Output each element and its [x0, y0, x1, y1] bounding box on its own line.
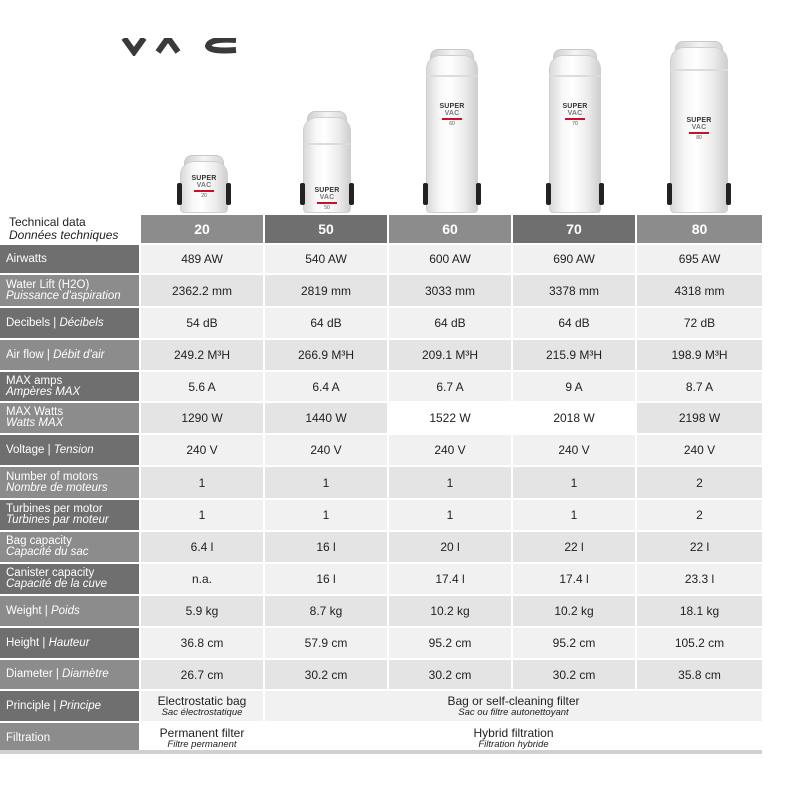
- table-cell: 249.2 M³H: [140, 339, 264, 371]
- row-label-fr: Débit d'air: [53, 348, 105, 361]
- table-cell: 64 dB: [512, 307, 636, 339]
- row-label: [0, 402, 140, 434]
- table-cell: 17.4 l: [388, 563, 512, 595]
- row-label: [0, 595, 140, 627]
- row-label: [0, 627, 140, 659]
- table-cell: 95.2 cm: [512, 627, 636, 659]
- table-cell: 30.2 cm: [512, 659, 636, 690]
- row-label: [0, 339, 140, 371]
- table-cell: 1: [388, 466, 512, 499]
- row-label-en: Principle |: [6, 699, 60, 712]
- table-cell: 23.3 l: [636, 563, 762, 595]
- row-label: [0, 659, 140, 690]
- table-row: [0, 434, 762, 466]
- row-label-en: Canister capacity: [6, 567, 95, 579]
- table-row: [0, 307, 762, 339]
- product-image-50: SUPER VAC 50: [303, 117, 351, 213]
- row-label-en: Height |: [6, 636, 49, 649]
- model-header-80: 80: [636, 215, 762, 244]
- table-bottom-rule: [0, 750, 762, 754]
- row-label-fr: Puissance d'aspiration: [6, 289, 121, 302]
- table-cell: 16 l: [264, 531, 388, 563]
- table-cell: 2: [636, 499, 762, 531]
- table-row: [0, 339, 762, 371]
- row-label: [0, 434, 140, 466]
- table-row: [0, 371, 762, 402]
- table-cell: 1: [264, 466, 388, 499]
- table-cell: 22 l: [636, 531, 762, 563]
- table-cell: 30.2 cm: [388, 659, 512, 690]
- table-cell: 36.8 cm: [140, 627, 264, 659]
- table-cell: 16 l: [264, 563, 388, 595]
- table-cell: 209.1 M³H: [388, 339, 512, 371]
- table-row: [0, 402, 762, 434]
- table-cell: 1: [140, 499, 264, 531]
- table-cell: 600 AW: [388, 244, 512, 274]
- table-cell: 240 V: [512, 434, 636, 466]
- table-cell: 1: [388, 499, 512, 531]
- row-label-fr: Hauteur: [48, 636, 90, 649]
- table-cell: 6.7 A: [388, 371, 512, 402]
- cell-en: Electrostatic bag: [157, 693, 247, 708]
- table-cell: 5.6 A: [140, 371, 264, 402]
- row-label: [0, 499, 140, 531]
- table-row: [0, 274, 762, 307]
- table-cell: 540 AW: [264, 244, 388, 274]
- product-image-60: SUPER VAC 60: [426, 55, 478, 213]
- table-cell: 2819 mm: [264, 274, 388, 307]
- row-label-fr: Watts MAX: [6, 417, 64, 429]
- table-cell: 105.2 cm: [636, 627, 762, 659]
- row-label-fr: Diamètre: [62, 668, 109, 680]
- header-label: Technical data Données techniques: [0, 215, 140, 244]
- table-cell: 9 A: [512, 371, 636, 402]
- row-label-en: Weight |: [6, 604, 51, 617]
- row-label-en: MAX Watts: [6, 406, 64, 418]
- table-cell: 4318 mm: [636, 274, 762, 307]
- table-cell: 2018 W: [512, 402, 636, 434]
- row-label-fr: Turbines par moteur: [6, 514, 109, 526]
- table-cell: 8.7 kg: [264, 595, 388, 627]
- row-label-en: Voltage |: [6, 443, 54, 456]
- table-cell: n.a.: [140, 563, 264, 595]
- table-cell: 240 V: [140, 434, 264, 466]
- cell-fr: Filtration hybride: [478, 739, 549, 750]
- table-cell: 1: [140, 466, 264, 499]
- table-cell: 64 dB: [264, 307, 388, 339]
- model-header-70: 70: [512, 215, 636, 244]
- row-label: [0, 244, 140, 274]
- row-label-en: Airwatts: [6, 252, 47, 265]
- table-cell: 54 dB: [140, 307, 264, 339]
- table-cell: 1: [264, 499, 388, 531]
- table-cell: [140, 690, 264, 722]
- table-cell: 6.4 l: [140, 531, 264, 563]
- table-cell: 695 AW: [636, 244, 762, 274]
- spec-table: [0, 215, 762, 754]
- row-label-fr: Décibels: [59, 316, 104, 329]
- table-cell: 5.9 kg: [140, 595, 264, 627]
- table-cell: 2: [636, 466, 762, 499]
- row-label: [0, 371, 140, 402]
- row-label-en: Decibels |: [6, 316, 60, 329]
- table-cell: 3378 mm: [512, 274, 636, 307]
- table-cell: 72 dB: [636, 307, 762, 339]
- table-cell: 2362.2 mm: [140, 274, 264, 307]
- table-cell: 18.1 kg: [636, 595, 762, 627]
- table-cell: 22 l: [512, 531, 636, 563]
- model-header-60: 60: [388, 215, 512, 244]
- table-cell: 10.2 kg: [388, 595, 512, 627]
- table-cell: 6.4 A: [264, 371, 388, 402]
- table-cell: 30.2 cm: [264, 659, 388, 690]
- table-cell: 3033 mm: [388, 274, 512, 307]
- row-label-en: Turbines per motor: [6, 503, 103, 515]
- table-cell: 57.9 cm: [264, 627, 388, 659]
- row-label-fr: Nombre de moteurs: [6, 481, 108, 494]
- table-cell: 240 V: [636, 434, 762, 466]
- row-label: [0, 274, 140, 307]
- table-cell: 26.7 cm: [140, 659, 264, 690]
- table-cell: 1: [512, 466, 636, 499]
- table-cell: 2198 W: [636, 402, 762, 434]
- product-image-70: SUPER VAC 70: [549, 55, 601, 213]
- table-cell: 690 AW: [512, 244, 636, 274]
- cell-en: Permanent filter: [159, 726, 245, 740]
- cell-en: Bag or self-cleaning filter: [447, 693, 580, 708]
- brand-logo: [118, 38, 248, 56]
- table-cell-span: [264, 690, 762, 722]
- table-cell: 35.8 cm: [636, 659, 762, 690]
- table-cell: 489 AW: [140, 244, 264, 274]
- row-label-en: Number of motors: [6, 470, 99, 483]
- table-row: [0, 563, 762, 595]
- table-row: [0, 627, 762, 659]
- table-cell: 8.7 A: [636, 371, 762, 402]
- table-row: [0, 531, 762, 563]
- table-cell: 1290 W: [140, 402, 264, 434]
- cell-fr: Filtre permanent: [167, 739, 237, 750]
- row-label-fr: Capacité du sac: [6, 546, 89, 558]
- table-row: [0, 466, 762, 499]
- table-cell: 1: [512, 499, 636, 531]
- table-header-row: [0, 215, 762, 244]
- table-row: [0, 244, 762, 274]
- table-cell: 1440 W: [264, 402, 388, 434]
- table-cell: 10.2 kg: [512, 595, 636, 627]
- row-label-fr: Tension: [53, 443, 94, 456]
- cell-fr: Sac ou filtre autonettoyant: [458, 706, 569, 718]
- table-cell: 95.2 cm: [388, 627, 512, 659]
- cell-en: Hybrid filtration: [473, 726, 554, 740]
- row-label-fr: Poids: [50, 604, 80, 617]
- table-row: [0, 595, 762, 627]
- table-cell: 20 l: [388, 531, 512, 563]
- table-row: [0, 499, 762, 531]
- table-row-principle: [0, 690, 762, 722]
- row-label-fr: Capacité de la cuve: [6, 578, 108, 590]
- table-cell: 240 V: [388, 434, 512, 466]
- cell-fr: Sac électrostatique: [161, 706, 243, 718]
- table-cell: 198.9 M³H: [636, 339, 762, 371]
- row-label-en: Filtration: [6, 732, 51, 744]
- table-cell: 17.4 l: [512, 563, 636, 595]
- model-header-20: 20: [140, 215, 264, 244]
- table-cell: 1522 W: [388, 402, 512, 434]
- row-label-en: MAX amps: [6, 374, 63, 387]
- row-label: [0, 690, 140, 722]
- row-label-fr: Principe: [59, 699, 102, 712]
- model-header-50: 50: [264, 215, 388, 244]
- row-label-en: Water Lift (H2O): [6, 278, 90, 291]
- row-label: [0, 531, 140, 563]
- table-row: [0, 659, 762, 690]
- table-cell: 240 V: [264, 434, 388, 466]
- row-label-en: Bag capacity: [6, 535, 72, 547]
- table-cell: 64 dB: [388, 307, 512, 339]
- product-image-80: SUPER VAC 80: [670, 47, 728, 213]
- row-label: [0, 307, 140, 339]
- product-image-20: SUPER VAC 20: [180, 161, 228, 213]
- row-label: [0, 563, 140, 595]
- table-cell: 266.9 M³H: [264, 339, 388, 371]
- table-cell: 215.9 M³H: [512, 339, 636, 371]
- row-label: [0, 466, 140, 499]
- row-label-en: Diameter |: [6, 668, 63, 680]
- row-label-fr: Ampères MAX: [6, 385, 81, 398]
- row-label-en: Air flow |: [6, 348, 54, 361]
